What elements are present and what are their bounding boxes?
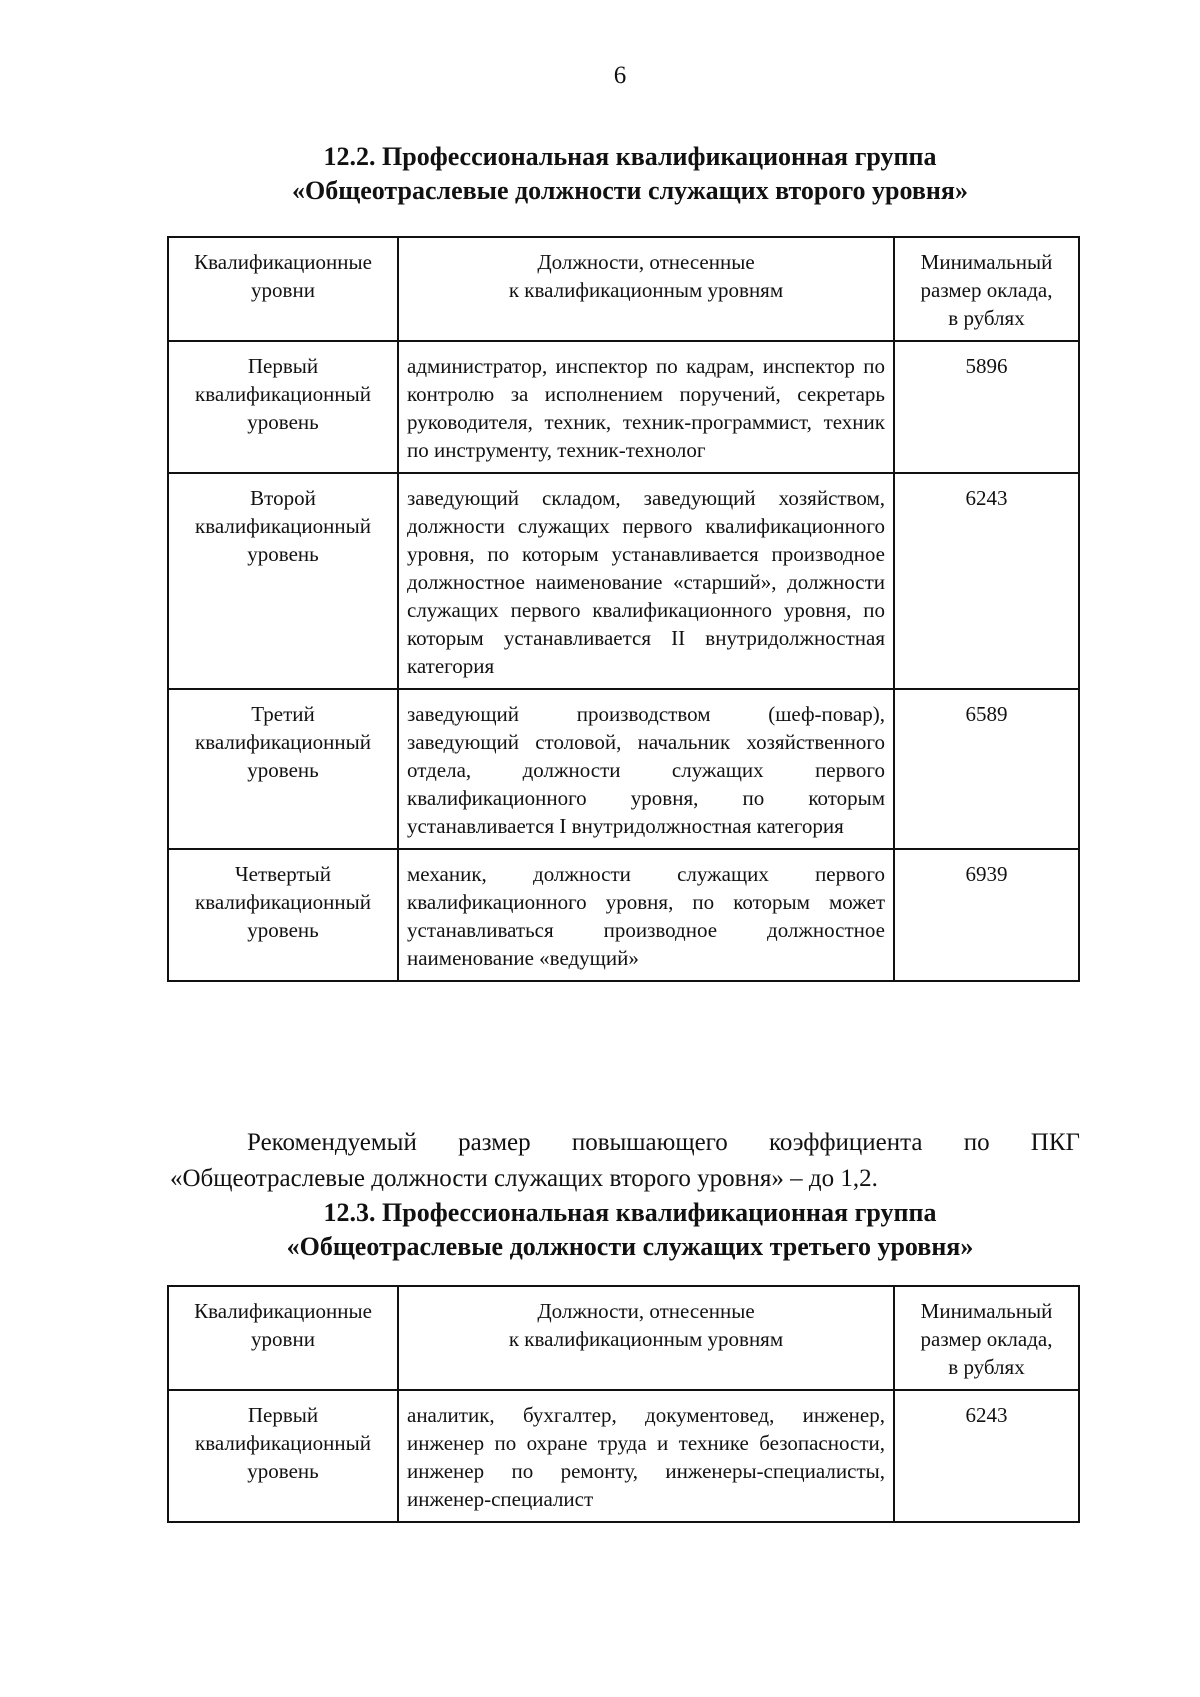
table-row bbox=[168, 849, 1079, 981]
salary-cell: 6243 bbox=[894, 473, 1079, 689]
table-row bbox=[168, 341, 1079, 473]
level-cell: Первый квалификационный уровень bbox=[168, 341, 398, 473]
pkg-table-third-level bbox=[167, 1285, 1080, 1523]
header-positions: Должности, отнесенные к квалификационным уровням bbox=[398, 1286, 894, 1390]
positions-cell: заведующий складом, заведующий хозяйством, должности служащих первого квалификационного уровня, по которым устанавливается производное должностное наименование «старший», должности служащих первого квалификационного уровня, по которым устанавливается II внутридолжностная категория bbox=[398, 473, 894, 689]
heading-line-1: 12.3. Профессиональная квалификационная группа bbox=[323, 1198, 937, 1227]
level-cell: Первый квалификационный уровень bbox=[168, 1390, 398, 1522]
heading-line-2: «Общеотраслевые должности служащих второго уровня» bbox=[292, 176, 968, 205]
heading-line-2: «Общеотраслевые должности служащих третьего уровня» bbox=[286, 1232, 974, 1261]
header-positions: Должности, отнесенные к квалификационным уровням bbox=[398, 237, 894, 341]
recommendation-paragraph: Рекомендуемый размер повышающего коэффициента по ПКГ «Общеотраслевые должности служащих второго уровня» – до 1,2. bbox=[170, 1129, 1080, 1192]
level-cell: Четвертый квалификационный уровень bbox=[168, 849, 398, 981]
header-levels: Квалификационные уровни bbox=[168, 237, 398, 341]
header-salary: Минимальный размер оклада, в рублях bbox=[894, 1286, 1079, 1390]
salary-cell: 6939 bbox=[894, 849, 1079, 981]
salary-cell: 5896 bbox=[894, 341, 1079, 473]
positions-cell: администратор, инспектор по кадрам, инспектор по контролю за исполнением поручений, секретарь руководителя, техник, техник-программист, техник по инструменту, техник-технолог bbox=[398, 341, 894, 473]
salary-cell: 6589 bbox=[894, 689, 1079, 849]
level-cell: Третий квалификационный уровень bbox=[168, 689, 398, 849]
pkg-table-second-level bbox=[167, 236, 1080, 982]
heading-line-1: 12.2. Профессиональная квалификационная группа bbox=[323, 142, 937, 171]
level-cell: Второй квалификационный уровень bbox=[168, 473, 398, 689]
table-row bbox=[168, 689, 1079, 849]
positions-cell: заведующий производством (шеф-повар), заведующий столовой, начальник хозяйственного отдела, должности служащих первого квалификационного уровня, по которым устанавливается I внутридолжностная категория bbox=[398, 689, 894, 849]
page-number: 6 bbox=[613, 62, 627, 89]
section-heading-12-3 bbox=[170, 1196, 1090, 1264]
table-header-row bbox=[168, 1286, 1079, 1390]
table-row bbox=[168, 473, 1079, 689]
salary-cell: 6243 bbox=[894, 1390, 1079, 1522]
positions-cell: аналитик, бухгалтер, документовед, инженер, инженер по охране труда и технике безопасности, инженер по ремонту, инженеры-специалисты, инженер-специалист bbox=[398, 1390, 894, 1522]
section-heading-12-2 bbox=[170, 140, 1090, 208]
header-salary: Минимальный размер оклада, в рублях bbox=[894, 237, 1079, 341]
header-levels: Квалификационные уровни bbox=[168, 1286, 398, 1390]
positions-cell: механик, должности служащих первого квалификационного уровня, по которым может устанавливаться производное должностное наименование «ведущий» bbox=[398, 849, 894, 981]
table-row bbox=[168, 1390, 1079, 1522]
table-header-row bbox=[168, 237, 1079, 341]
